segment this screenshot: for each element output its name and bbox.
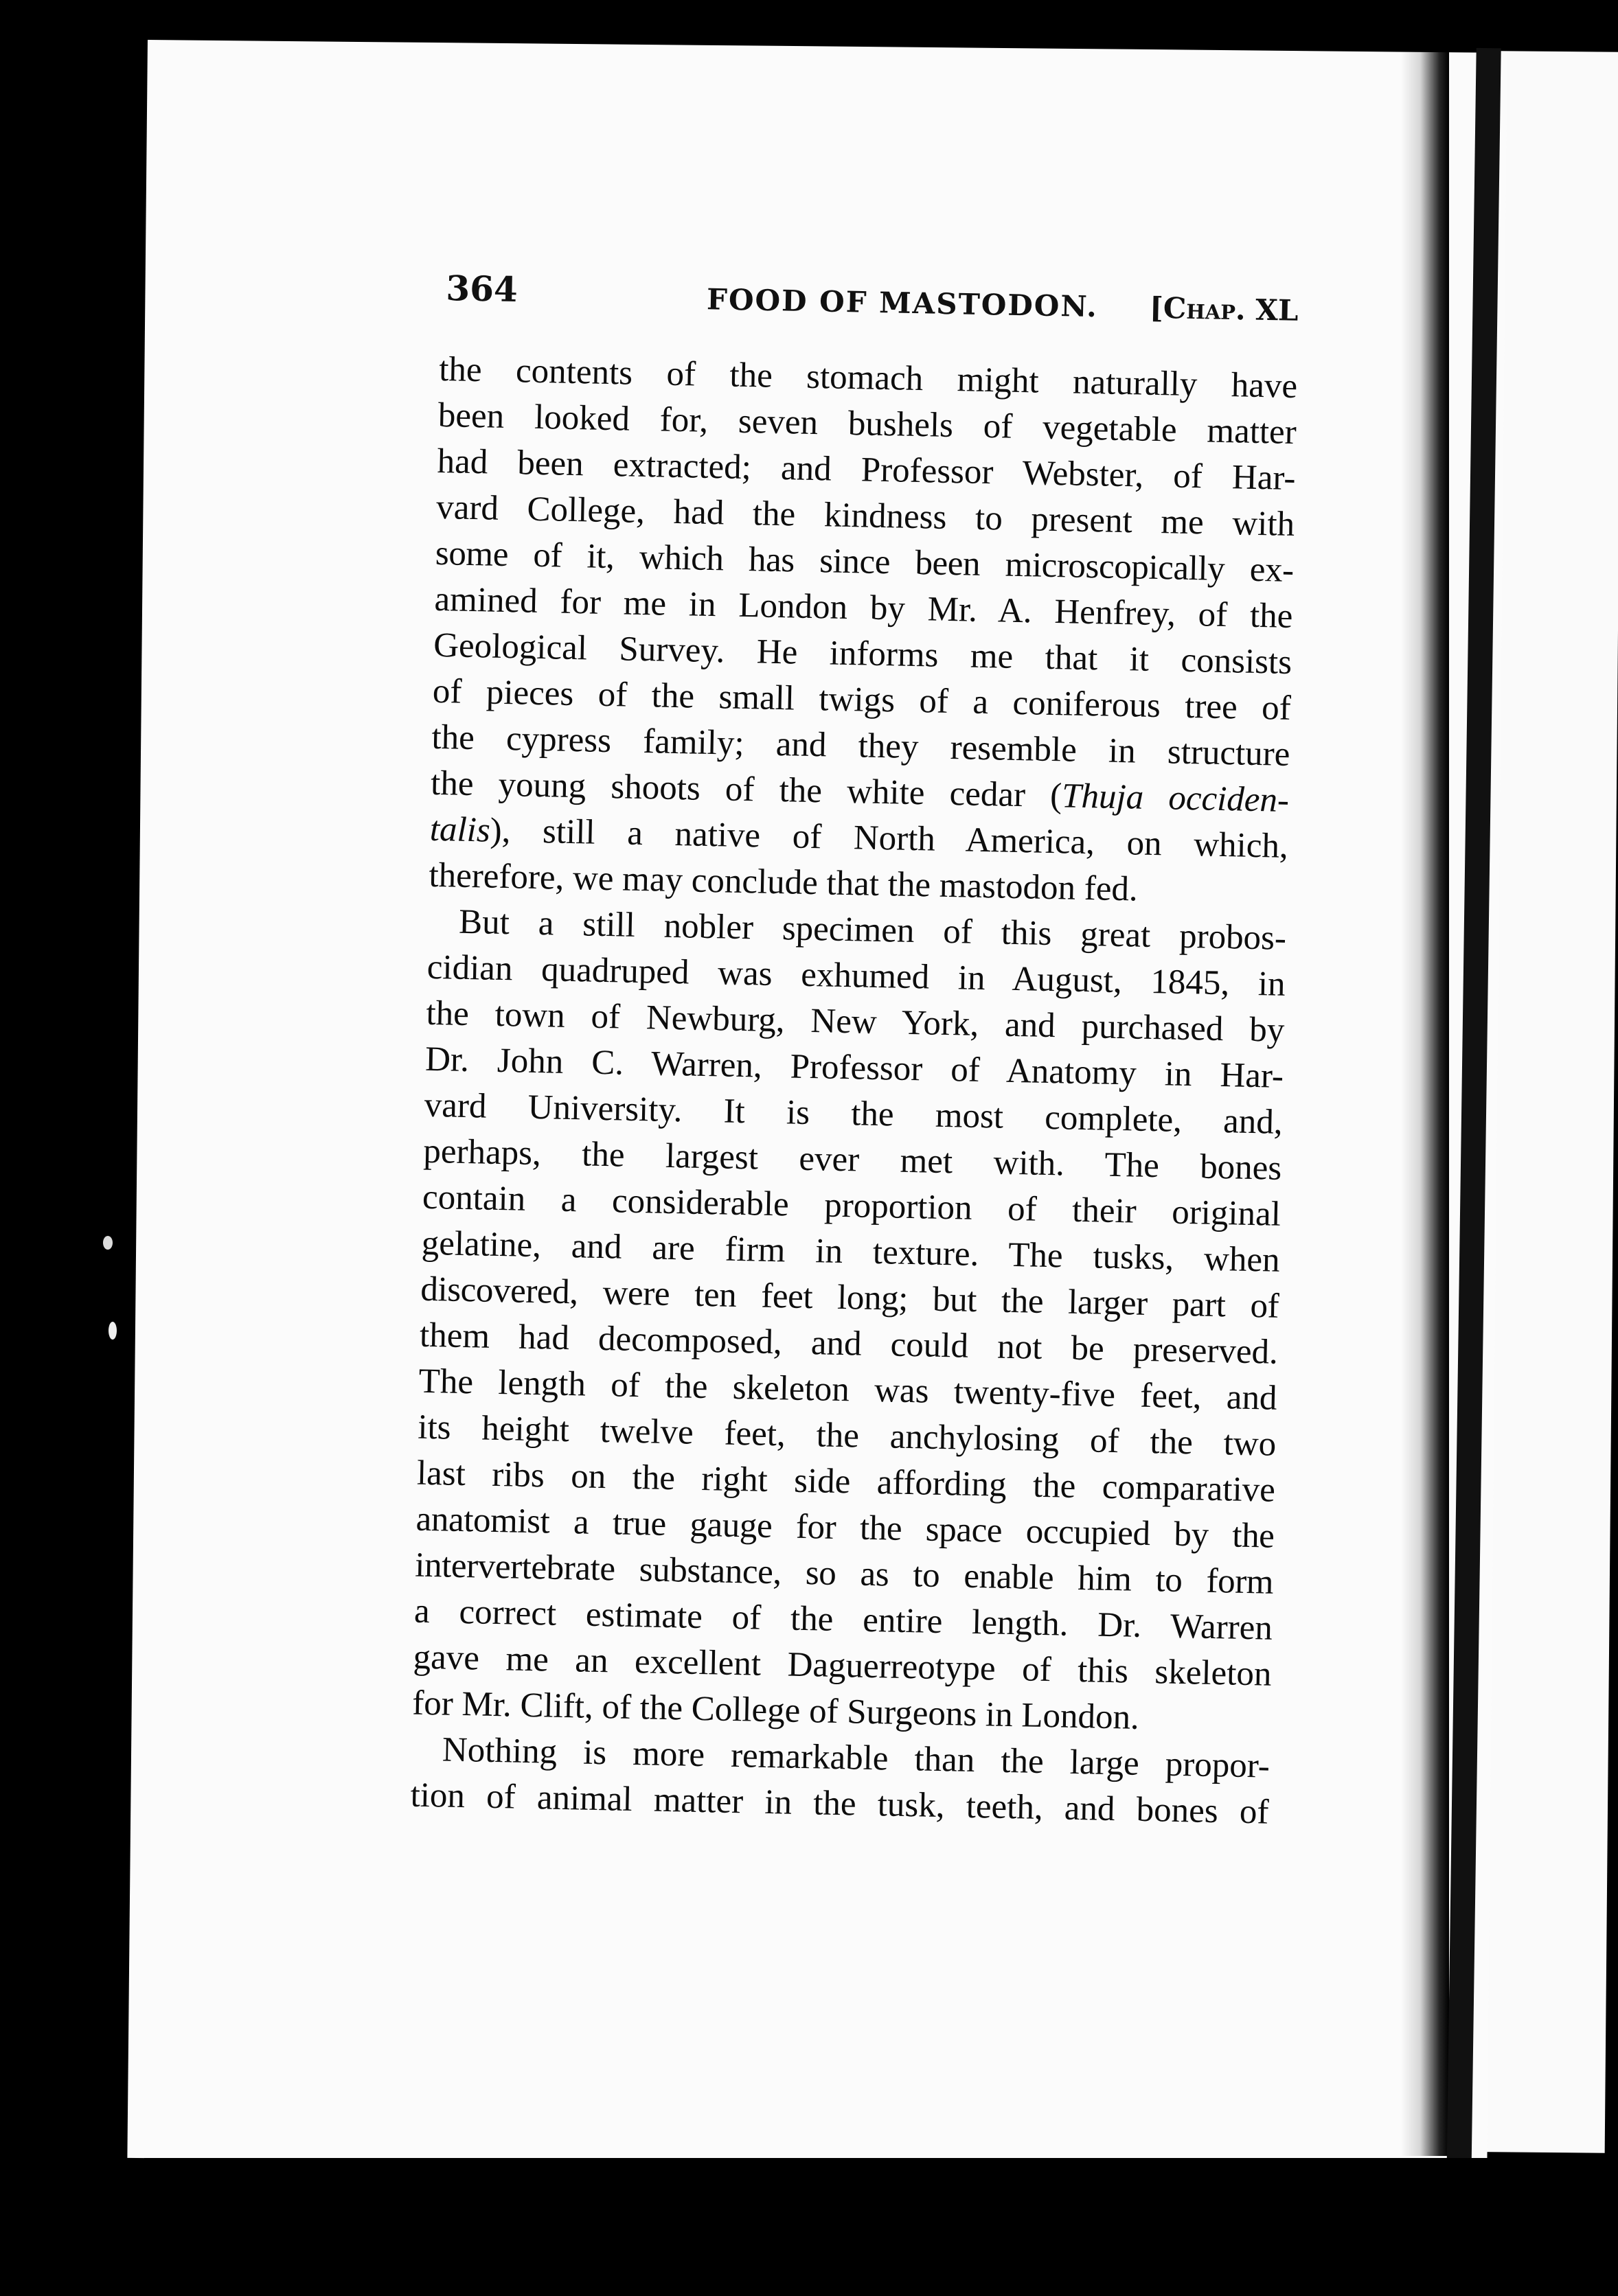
text-line: a correct estimate of the entire length. Dr. Warren <box>413 1592 1273 1648</box>
text-line: contain a considerable proportion of their original <box>422 1178 1281 1234</box>
text-segment: ), still a native of North America, on which, <box>490 811 1289 866</box>
scan-speck <box>103 1236 113 1250</box>
text-line: last ribs on the right side affording the comparative <box>416 1454 1276 1510</box>
text-line: discovered, were ten feet long; but the larger part of <box>420 1270 1279 1326</box>
text-line: the contents of the stomach might naturally have <box>438 349 1298 406</box>
gutter-shadow <box>1401 41 1449 2156</box>
italic-species-name: Thuja occiden- <box>1061 777 1290 820</box>
text-line: Dr. John C. Warren, Professor of Anatomy in Har- <box>424 1040 1284 1096</box>
text-line: Geological Survey. He informs me that it consists <box>433 625 1292 682</box>
paragraph-start-line: Nothing is more remarkable than the large propor- <box>442 1730 1271 1786</box>
text-line: had been extracted; and Professor Webster, of Har- <box>437 441 1296 498</box>
text-line: tion of animal matter in the tusk, teeth, and bones of <box>410 1776 1269 1832</box>
body-text <box>410 347 1298 1836</box>
text-line: perhaps, the largest ever met with. The bones <box>422 1132 1282 1188</box>
text-line: them had decomposed, and could not be preserved. <box>419 1316 1279 1372</box>
text-line: amined for me in London by Mr. A. Henfrey, of the <box>434 579 1293 636</box>
text-line: some of it, which has since been microscopically ex- <box>435 533 1295 590</box>
text-line: the cypress family; and they resemble in structure <box>431 718 1290 774</box>
scan-speck <box>109 1322 117 1340</box>
text-line: therefore, we may conclude that the mastodon fed. <box>428 856 1139 909</box>
text-line: cidian quadruped was exhumed in August, 1845, in <box>426 948 1286 1004</box>
text-line: its height twelve feet, the anchylosing of the two <box>417 1408 1277 1464</box>
chapter-reference: [Chap. XL <box>1149 290 1299 328</box>
italic-species-name: talis <box>429 810 491 850</box>
text-line: anatomist a true gauge for the space occupied by the <box>415 1500 1275 1556</box>
text-line: been looked for, seven bushels of vegetable matter <box>437 395 1297 452</box>
text-line: intervertebrate substance, so as to enable him to form <box>414 1546 1274 1602</box>
paragraph-start-line: But a still nobler specimen of this great probos- <box>458 902 1287 958</box>
scan-bottom-border <box>144 2158 1618 2296</box>
text-line: vard College, had the kindness to present me with <box>435 487 1295 544</box>
text-line: the town of Newburg, New York, and purchased by <box>425 994 1285 1050</box>
text-line: gave me an excellent Daguerreotype of this skeleton <box>413 1638 1272 1694</box>
text-line: gelatine, and are firm in texture. The tusks, when <box>421 1224 1281 1280</box>
page-number: 364 <box>445 268 519 310</box>
text-line: of pieces of the small twigs of a coniferous tree of <box>432 671 1292 728</box>
text-line: The length of the skeleton was twenty-five feet, and <box>418 1362 1278 1418</box>
text-line: for Mr. Clift, of the College of Surgeons in London. <box>411 1684 1140 1737</box>
running-title: FOOD OF MASTODON. <box>706 282 1099 324</box>
text-line: vard University. It is the most complete, and, <box>424 1086 1284 1142</box>
text-segment: the young shoots of the white cedar ( <box>430 764 1062 816</box>
